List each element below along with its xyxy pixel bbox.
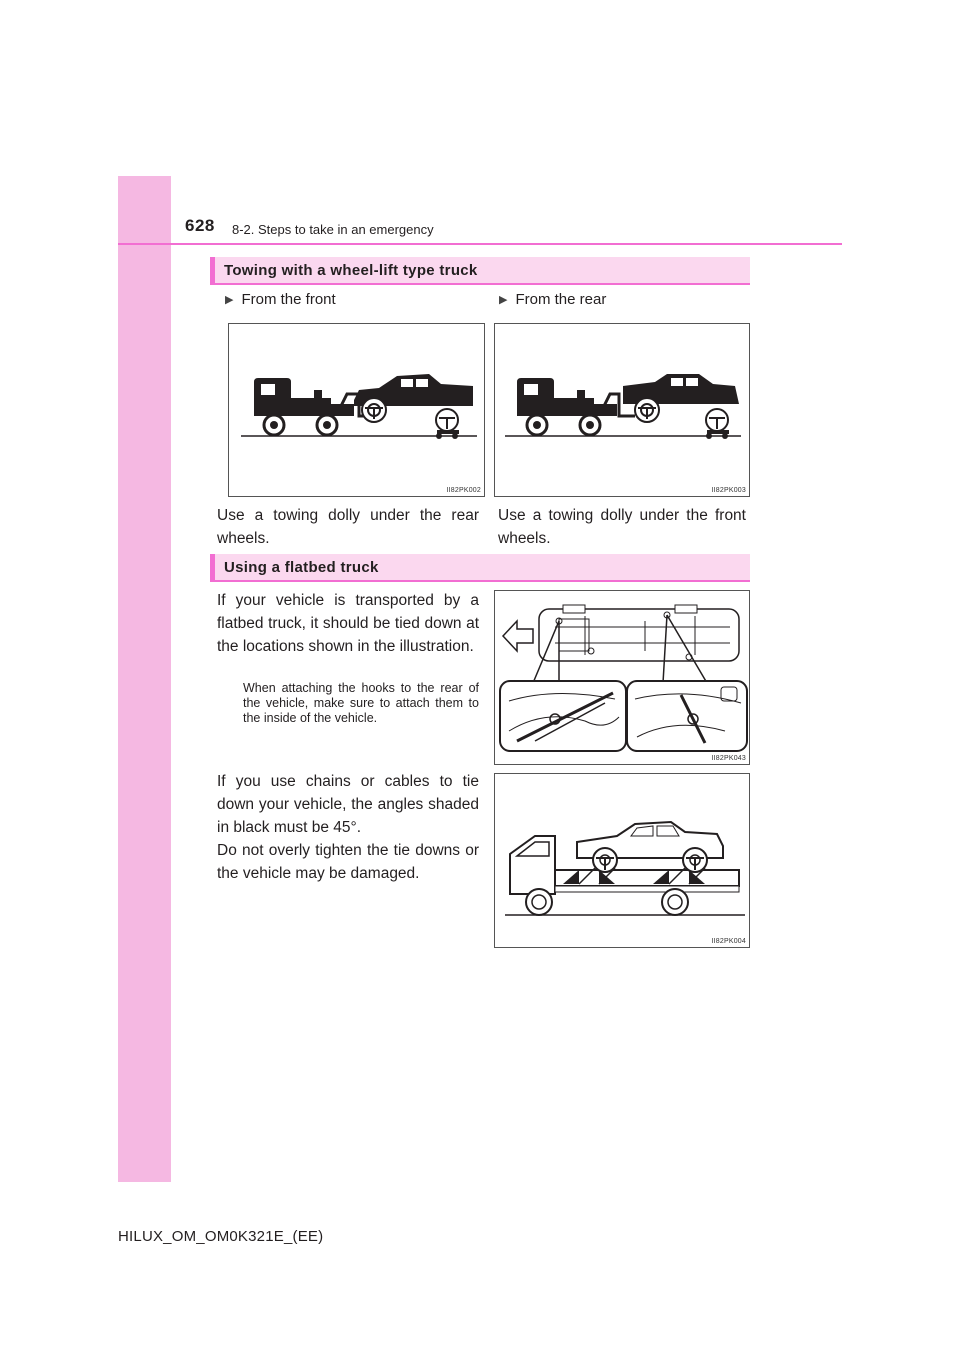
tie-down-locations-illustration <box>494 590 750 765</box>
figure-code: II82PK003 <box>711 487 746 494</box>
flatbed-heading <box>210 554 750 582</box>
flatbed-paragraph-3: Do not overly tighten the tie downs or the vehicle may be damaged. <box>217 842 479 882</box>
flatbed-truck-illustration <box>494 773 750 948</box>
chapter-tab-sidebar <box>118 176 171 1182</box>
rear-subheading <box>499 291 606 308</box>
page-number: 628 <box>185 216 215 235</box>
section-title: 8-2. Steps to take in an emergency <box>232 222 434 237</box>
triangle-bullet-icon: ▶ <box>225 294 234 306</box>
tow-front-illustration <box>228 323 485 497</box>
wheel-lift-heading-text: Towing with a wheel-lift type truck <box>224 262 478 279</box>
front-description: Use a towing dolly under the rear wheels. <box>217 507 479 547</box>
figure-code: II82PK004 <box>711 938 746 945</box>
flatbed-heading-text: Using a flatbed truck <box>224 559 379 576</box>
front-subheading-text: From the front <box>241 291 336 308</box>
hook-note: When attaching the hooks to the rear of the vehicle, make sure to attach them to the inside of the vehicle. <box>243 681 479 725</box>
wheel-lift-heading <box>210 257 750 285</box>
rear-subheading-text: From the rear <box>515 291 607 308</box>
flatbed-paragraph-1: If your vehicle is transported by a flatbed truck, it should be tied down at the locations shown in the illustration. <box>217 592 479 655</box>
rear-description: Use a towing dolly under the front wheels. <box>498 507 746 547</box>
front-subheading <box>225 291 336 308</box>
triangle-bullet-icon: ▶ <box>499 294 508 306</box>
tie-down-locations-drawing <box>495 591 751 766</box>
flatbed-truck-drawing <box>495 774 751 949</box>
header-divider <box>118 243 842 245</box>
document-id-footer: HILUX_OM_OM0K321E_(EE) <box>118 1228 324 1245</box>
tow-truck-front-drawing <box>229 324 486 498</box>
flatbed-paragraph-2: If you use chains or cables to tie down your vehicle, the angles shaded in black must be 45°. <box>217 773 479 836</box>
tow-truck-rear-drawing <box>495 324 751 498</box>
tow-rear-illustration <box>494 323 750 497</box>
figure-code: II82PK043 <box>711 755 746 762</box>
figure-code: II82PK002 <box>446 487 481 494</box>
